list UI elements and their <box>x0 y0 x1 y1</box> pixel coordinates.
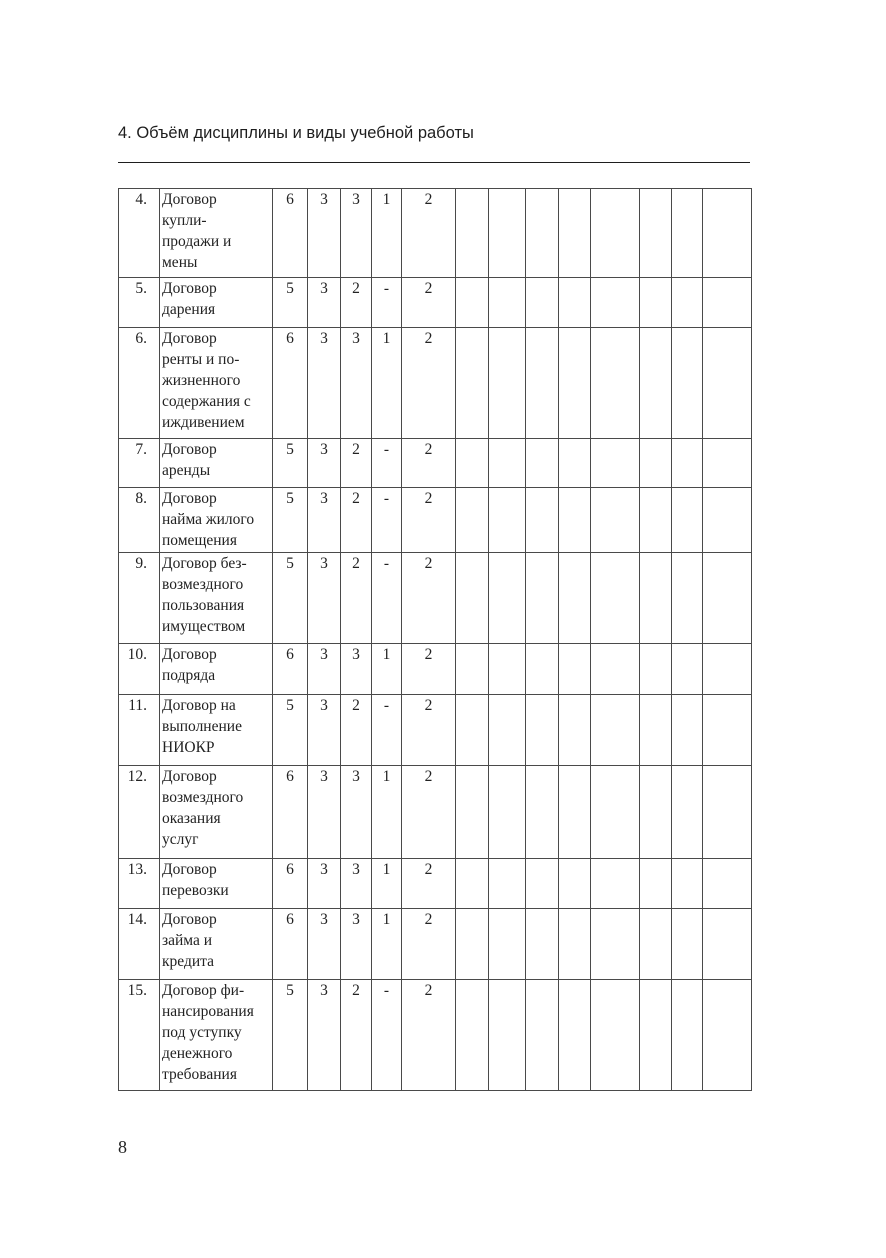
empty-cell <box>591 980 640 1091</box>
row-number: 7. <box>119 439 160 488</box>
empty-cell <box>703 278 752 328</box>
empty-cell <box>526 766 559 859</box>
table-row <box>119 909 752 980</box>
table-row <box>119 488 752 553</box>
contract-type-name: Договор найма жилого помещения <box>160 488 273 553</box>
empty-cell <box>591 189 640 278</box>
empty-cell <box>489 644 526 695</box>
hours-value-cell: 5 <box>273 488 308 553</box>
hours-value-cell: 2 <box>402 328 456 439</box>
empty-cell <box>456 859 489 909</box>
hours-value-cell: 3 <box>341 859 372 909</box>
hours-value-cell: 2 <box>341 980 372 1091</box>
empty-cell <box>703 189 752 278</box>
empty-cell <box>456 644 489 695</box>
hours-value-cell: 2 <box>402 909 456 980</box>
empty-cell <box>591 328 640 439</box>
empty-cell <box>672 980 703 1091</box>
empty-cell <box>672 553 703 644</box>
header-rule <box>118 162 750 163</box>
hours-value-cell: 3 <box>341 766 372 859</box>
empty-cell <box>703 909 752 980</box>
contract-type-name: Договор подряда <box>160 644 273 695</box>
hours-value-cell: - <box>372 980 402 1091</box>
empty-cell <box>559 644 591 695</box>
empty-cell <box>489 553 526 644</box>
table-row <box>119 189 752 278</box>
empty-cell <box>489 328 526 439</box>
empty-cell <box>526 644 559 695</box>
empty-cell <box>489 909 526 980</box>
empty-cell <box>559 766 591 859</box>
hours-value-cell: 6 <box>273 766 308 859</box>
hours-value-cell: 3 <box>308 488 341 553</box>
row-number: 9. <box>119 553 160 644</box>
hours-value-cell: 5 <box>273 695 308 766</box>
empty-cell <box>526 980 559 1091</box>
hours-value-cell: - <box>372 553 402 644</box>
hours-value-cell: 2 <box>402 644 456 695</box>
row-number: 11. <box>119 695 160 766</box>
page-header-title: 4. Объём дисциплины и виды учебной работы <box>118 124 474 142</box>
empty-cell <box>526 488 559 553</box>
empty-cell <box>526 909 559 980</box>
empty-cell <box>559 909 591 980</box>
empty-cell <box>489 439 526 488</box>
empty-cell <box>591 278 640 328</box>
hours-value-cell: 2 <box>402 766 456 859</box>
table-row <box>119 644 752 695</box>
hours-value-cell: - <box>372 695 402 766</box>
empty-cell <box>489 859 526 909</box>
hours-value-cell: 2 <box>341 695 372 766</box>
empty-cell <box>640 766 672 859</box>
empty-cell <box>640 553 672 644</box>
hours-value-cell: 2 <box>341 278 372 328</box>
empty-cell <box>703 328 752 439</box>
empty-cell <box>591 909 640 980</box>
empty-cell <box>489 695 526 766</box>
empty-cell <box>672 859 703 909</box>
empty-cell <box>559 488 591 553</box>
empty-cell <box>591 859 640 909</box>
row-number: 15. <box>119 980 160 1091</box>
hours-value-cell: 3 <box>308 859 341 909</box>
empty-cell <box>672 644 703 695</box>
hours-value-cell: 3 <box>308 644 341 695</box>
study-hours-table <box>118 188 752 1091</box>
row-number: 4. <box>119 189 160 278</box>
hours-value-cell: - <box>372 278 402 328</box>
empty-cell <box>640 859 672 909</box>
table-row <box>119 766 752 859</box>
empty-cell <box>591 766 640 859</box>
hours-value-cell: 1 <box>372 909 402 980</box>
hours-value-cell: 1 <box>372 189 402 278</box>
empty-cell <box>456 980 489 1091</box>
hours-value-cell: 2 <box>402 278 456 328</box>
hours-value-cell: 2 <box>341 553 372 644</box>
empty-cell <box>559 439 591 488</box>
hours-value-cell: 3 <box>308 189 341 278</box>
hours-value-cell: 2 <box>402 553 456 644</box>
empty-cell <box>559 328 591 439</box>
hours-value-cell: 3 <box>341 328 372 439</box>
hours-value-cell: 3 <box>308 553 341 644</box>
hours-value-cell: 2 <box>341 439 372 488</box>
empty-cell <box>703 695 752 766</box>
empty-cell <box>640 328 672 439</box>
empty-cell <box>591 553 640 644</box>
empty-cell <box>456 553 489 644</box>
empty-cell <box>703 766 752 859</box>
empty-cell <box>489 980 526 1091</box>
empty-cell <box>559 189 591 278</box>
hours-value-cell: 2 <box>402 488 456 553</box>
empty-cell <box>559 278 591 328</box>
row-number: 14. <box>119 909 160 980</box>
empty-cell <box>526 328 559 439</box>
hours-value-cell: 5 <box>273 278 308 328</box>
hours-value-cell: 6 <box>273 189 308 278</box>
empty-cell <box>489 189 526 278</box>
hours-value-cell: 2 <box>402 980 456 1091</box>
hours-value-cell: 1 <box>372 766 402 859</box>
empty-cell <box>640 644 672 695</box>
empty-cell <box>526 695 559 766</box>
table-row <box>119 439 752 488</box>
empty-cell <box>456 189 489 278</box>
contract-type-name: Договор займа и кредита <box>160 909 273 980</box>
empty-cell <box>672 328 703 439</box>
contract-type-name: Договор фи- нансирования под уступку денежного требования <box>160 980 273 1091</box>
empty-cell <box>526 278 559 328</box>
hours-value-cell: 3 <box>308 439 341 488</box>
empty-cell <box>456 439 489 488</box>
empty-cell <box>456 328 489 439</box>
empty-cell <box>640 695 672 766</box>
empty-cell <box>591 488 640 553</box>
empty-cell <box>456 278 489 328</box>
empty-cell <box>526 189 559 278</box>
empty-cell <box>456 766 489 859</box>
empty-cell <box>591 695 640 766</box>
contract-type-name: Договор на выполнение НИОКР <box>160 695 273 766</box>
hours-value-cell: 3 <box>341 644 372 695</box>
table-row <box>119 695 752 766</box>
hours-value-cell: 1 <box>372 328 402 439</box>
hours-value-cell: 2 <box>402 859 456 909</box>
contract-type-name: Договор возмездного оказания услуг <box>160 766 273 859</box>
empty-cell <box>703 488 752 553</box>
row-number: 13. <box>119 859 160 909</box>
empty-cell <box>640 439 672 488</box>
row-number: 8. <box>119 488 160 553</box>
hours-value-cell: 3 <box>308 328 341 439</box>
empty-cell <box>526 859 559 909</box>
empty-cell <box>640 909 672 980</box>
empty-cell <box>526 553 559 644</box>
empty-cell <box>591 439 640 488</box>
hours-value-cell: 3 <box>341 909 372 980</box>
empty-cell <box>672 278 703 328</box>
row-number: 10. <box>119 644 160 695</box>
hours-value-cell: 3 <box>308 909 341 980</box>
hours-value-cell: 6 <box>273 909 308 980</box>
table-row <box>119 859 752 909</box>
hours-value-cell: 3 <box>341 189 372 278</box>
empty-cell <box>489 766 526 859</box>
table-row <box>119 980 752 1091</box>
empty-cell <box>559 695 591 766</box>
empty-cell <box>672 766 703 859</box>
hours-value-cell: - <box>372 439 402 488</box>
hours-value-cell: 6 <box>273 328 308 439</box>
empty-cell <box>591 644 640 695</box>
empty-cell <box>703 859 752 909</box>
empty-cell <box>672 909 703 980</box>
hours-value-cell: 2 <box>341 488 372 553</box>
empty-cell <box>559 859 591 909</box>
empty-cell <box>489 488 526 553</box>
empty-cell <box>559 553 591 644</box>
empty-cell <box>640 980 672 1091</box>
empty-cell <box>640 488 672 553</box>
page-number: 8 <box>118 1137 127 1157</box>
empty-cell <box>640 189 672 278</box>
contract-type-name: Договор аренды <box>160 439 273 488</box>
hours-value-cell: 5 <box>273 439 308 488</box>
hours-value-cell: 2 <box>402 189 456 278</box>
hours-value-cell: 1 <box>372 859 402 909</box>
empty-cell <box>489 278 526 328</box>
hours-value-cell: 3 <box>308 766 341 859</box>
empty-cell <box>672 695 703 766</box>
hours-value-cell: - <box>372 488 402 553</box>
row-number: 5. <box>119 278 160 328</box>
table-body <box>119 189 752 1091</box>
hours-value-cell: 5 <box>273 980 308 1091</box>
hours-value-cell: 2 <box>402 695 456 766</box>
empty-cell <box>456 909 489 980</box>
empty-cell <box>559 980 591 1091</box>
empty-cell <box>672 189 703 278</box>
hours-value-cell: 5 <box>273 553 308 644</box>
table-row <box>119 278 752 328</box>
hours-value-cell: 2 <box>402 439 456 488</box>
hours-value-cell: 3 <box>308 695 341 766</box>
empty-cell <box>456 488 489 553</box>
contract-type-name: Договор купли- продажи и мены <box>160 189 273 278</box>
hours-value-cell: 1 <box>372 644 402 695</box>
contract-type-name: Договор ренты и по- жизненного содержания с иждивением <box>160 328 273 439</box>
hours-value-cell: 3 <box>308 980 341 1091</box>
empty-cell <box>456 695 489 766</box>
table-row <box>119 328 752 439</box>
empty-cell <box>703 644 752 695</box>
row-number: 12. <box>119 766 160 859</box>
hours-value-cell: 6 <box>273 859 308 909</box>
empty-cell <box>703 553 752 644</box>
contract-type-name: Договор без- возмездного пользования имуществом <box>160 553 273 644</box>
contract-type-name: Договор перевозки <box>160 859 273 909</box>
empty-cell <box>703 439 752 488</box>
row-number: 6. <box>119 328 160 439</box>
table-row <box>119 553 752 644</box>
hours-value-cell: 3 <box>308 278 341 328</box>
empty-cell <box>640 278 672 328</box>
contract-type-name: Договор дарения <box>160 278 273 328</box>
hours-value-cell: 6 <box>273 644 308 695</box>
empty-cell <box>703 980 752 1091</box>
empty-cell <box>526 439 559 488</box>
empty-cell <box>672 439 703 488</box>
empty-cell <box>672 488 703 553</box>
